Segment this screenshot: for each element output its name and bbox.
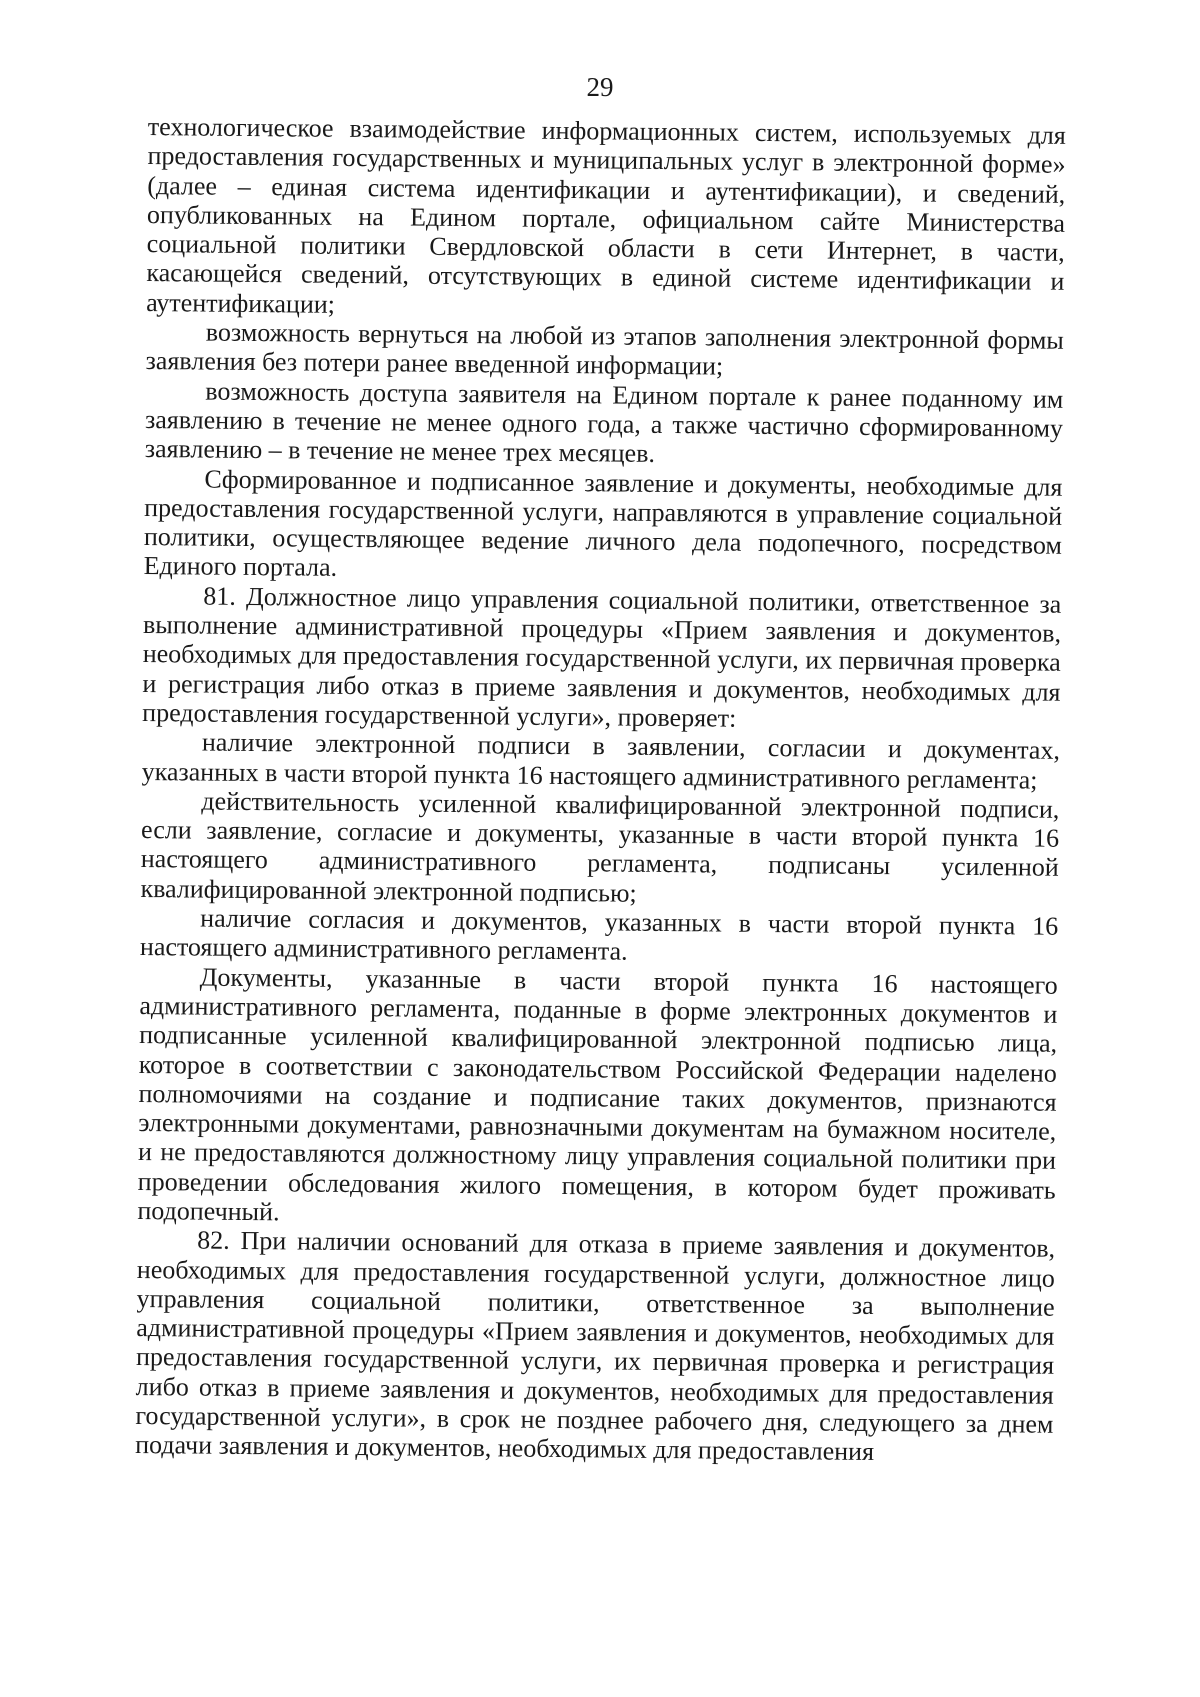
paragraph: возможность доступа заявителя на Едином портале к ранее поданному им заявлению в течение не менее одного года, а также частично сформированному заявлению – в течение не менее трех месяцев. — [144, 376, 1064, 469]
paragraph: Документы, указанные в части второй пункта 16 настоящего административного регламента, поданные в форме электронных документов и подписанные усиленной квалифицированной электронной подписью лица, которое в соответствии с законодательством Российской Федерации наделено полномочиями на создание и подписание таких документов, признаются электронными документами, равнозначными документам на бумажном носителе, и не предоставляются должностному лицу управления социальной политики при проведении обследования жилого помещения, в котором будет проживать подопечный. — [137, 962, 1058, 1227]
document-body — [135, 112, 1066, 1468]
paragraph: действительность усиленной квалифицированной электронной подписи, если заявление, согласие и документы, указанные в части второй пункта 16 настоящего административного регламента, подписаны усиленной квалифицированной электронной подписью; — [140, 786, 1060, 908]
paragraph: наличие электронной подписи в заявлении, согласии и документах, указанных в части второй пункта 16 настоящего административного регламента; — [141, 727, 1061, 795]
paragraph-item-81: 81. Должностное лицо управления социальной политики, ответственное за выполнение административной процедуры «Прием заявления и документов, необходимых для предоставления государственной услуги, их первичная проверка и регистрация либо отказ в приеме заявления и документов, необходимых для предоставления государственной услуги», проверяет: — [142, 581, 1062, 733]
paragraph-continuation: технологическое взаимодействие информационных систем, используемых для предоставления государственных и муниципальных услуг в электронной форме» (далее – единая система идентификации и аутентификации), и сведений, опубликованных на Едином портале, официальном сайте Министерства социальной политики Свердловской области в сети Интернет, в части, касающейся сведений, отсутствующих в единой системе идентификации и аутентификации; — [146, 112, 1066, 319]
page-number: 29 — [586, 72, 614, 102]
paragraph: наличие согласия и документов, указанных в части второй пункта 16 настоящего административного регламента. — [139, 903, 1059, 966]
paragraph: возможность вернуться на любой из этапов заполнения электронной формы заявления без потери ранее введенной информации; — [145, 317, 1064, 381]
paragraph-item-82: 82. При наличии оснований для отказа в приеме заявления и документов, необходимых для предоставления государственной услуги, должностное лицо управления социальной политики, ответственное за выполнение административной процедуры «Прием заявления и документов, необходимых для предоставления государственной услуги, их первичная проверка и регистрация либо отказ в приеме заявления и документов, необходимых для предоставления государственной услуги», в срок не позднее рабочего дня, следующего за днем подачи заявления и документов, необходимых для предоставления — [135, 1225, 1056, 1467]
paragraph: Сформированное и подписанное заявление и документы, необходимые для предоставления государственной услуги, направляются в управление социальной политики, осуществляющее ведение личного дела подопечного, посредством Единого портала. — [143, 464, 1063, 583]
